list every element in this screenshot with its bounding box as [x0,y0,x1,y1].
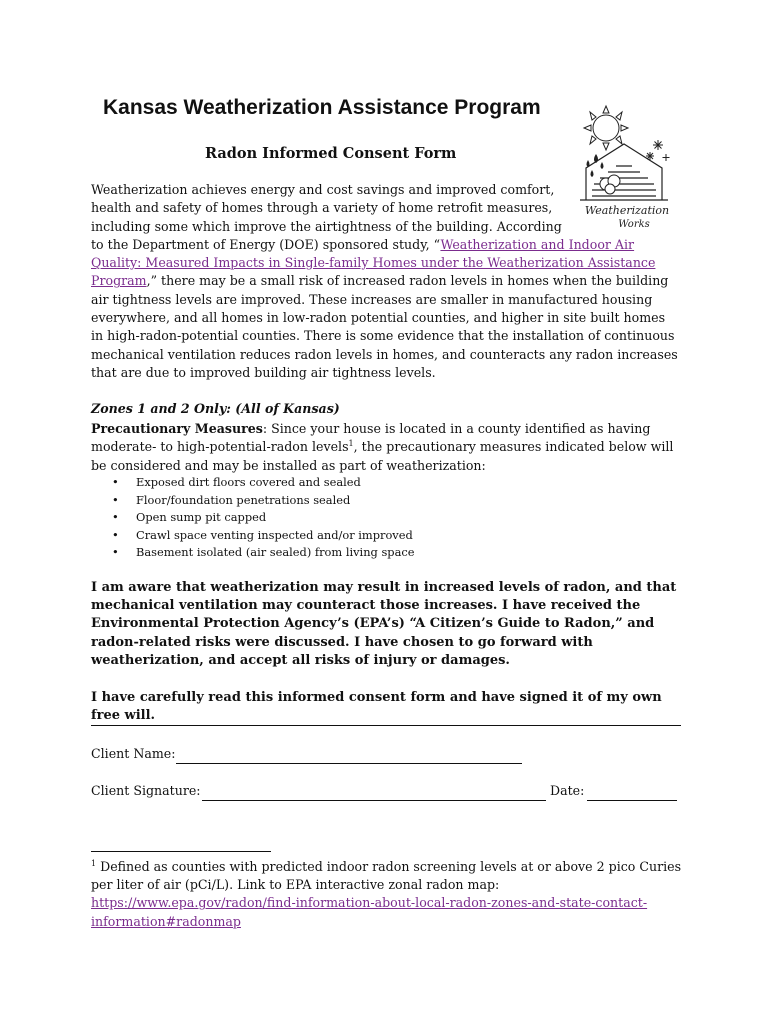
date-label: Date: [550,783,585,798]
list-item: • Open sump pit capped [112,509,415,527]
zones-heading: Zones 1 and 2 Only: (All of Kansas) [91,401,340,416]
intro-text: to the Department of Energy (DOE) sponsored study, “ [91,236,441,252]
footnote-divider [91,851,271,852]
precautionary-text-continued: , the precautionary measures indicated below will be considered and may be installed as part of weatherization: [91,439,674,473]
footnote-text: Defined as counties with predicted indoor radon screening levels at or above 2 pico Curies per liter of air (pCi/L). Link to EPA interactive zonal radon map: [91,859,682,893]
measures-list [112,474,415,562]
footnote-marker: 1 [91,858,97,868]
list-item: • Crawl space venting inspected and/or improved [112,527,415,545]
precautionary-label: Precautionary Measures [91,421,263,436]
precautionary-paragraph [91,420,681,475]
section-divider [91,725,681,726]
client-name-label: Client Name: [91,746,176,761]
logo-wordmark-line1: Weatherization [584,204,670,217]
list-item: • Floor/foundation penetrations sealed [112,492,415,510]
epa-radon-map-link[interactable]: https://www.epa.gov/radon/find-information-about-local-radon-zones-and-state-contact-information#radonmap [91,895,648,929]
page-title: Kansas Weatherization Assistance Program [103,96,541,119]
footnote-reference: 1 [348,439,354,449]
read-statement: I have carefully read this informed consent form and have signed it of my own free will. [91,690,662,724]
intro-paragraph [91,181,681,382]
awareness-statement: I am aware that weatherization may result in increased levels of radon, and that mechanical ventilation may counteract those increases. I have received the Environmental Protection Agency’s (EPA’s) “A Citizen’s Guide to Radon,” and radon-related risks were discussed. I have chosen to go forward with weatherization, and accept all risks of injury or damages. [91,580,677,668]
form-subtitle: Radon Informed Consent Form [205,145,457,162]
footnote [91,858,691,931]
client-signature-label: Client Signature: [91,783,201,798]
doe-study-link[interactable]: Weatherization and Indoor Air Quality: Measured Impacts in Single-family Homes under the Weatherization Assistance Program [91,236,656,289]
intro-line: including some which improve the airtightness of the building. According [91,218,562,234]
intro-line: Weatherization achieves energy and cost savings and improved comfort, [91,182,555,197]
intro-text-continued: ,” there may be a small risk of increased radon levels in homes when the building air tightness levels are improved. These increases are smaller in manufactured housing everywhere, and all homes in low-radon potential counties, and higher in site built homes in high-radon-potential counties. There is some evidence that the installation of continuous mechanical ventilation reduces radon levels in homes, and counteracts any radon increases that are due to improved building air tightness levels. [91,273,678,380]
client-name-field[interactable] [176,763,522,764]
logo-wordmark-line2: Works [618,219,650,230]
client-signature-field[interactable] [202,800,546,801]
intro-line: health and safety of homes through a variety of home retrofit measures, [91,200,553,216]
date-field[interactable] [587,800,677,801]
precautionary-text: : Since your house is located in a county identified as having moderate- to high-potential-radon levels [91,421,651,455]
list-item: • Exposed dirt floors covered and sealed [112,474,415,492]
list-item: • Basement isolated (air sealed) from living space [112,544,415,562]
